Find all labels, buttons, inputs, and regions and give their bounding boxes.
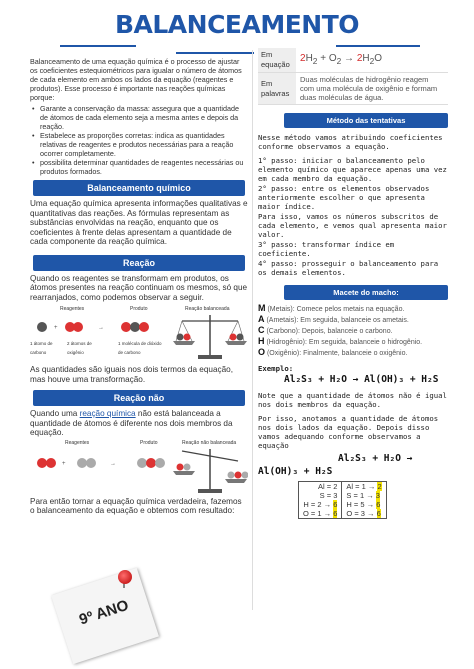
macete-item [258, 337, 448, 347]
count-text: H = 2 [303, 500, 322, 509]
exemplo-label: Exemplo: [258, 364, 294, 373]
bullet-list [30, 104, 248, 176]
equation-table [258, 48, 448, 105]
svg-text:+: + [62, 460, 66, 467]
title-rule-left [60, 45, 136, 47]
count-text: S = 3 [319, 491, 338, 500]
atom-count: O = 1 → 6 [303, 509, 338, 518]
coefficient: 2 [300, 53, 306, 64]
subscript: 2 [336, 56, 342, 66]
section-text-balanceamento: Uma equação química apresenta informações qualitativas e quantitativas das reações. As fórmulas representam as substâncias envolvidas na reação, enquanto que os coeficientes à frente delas apresentam a quantidade de cada componente da reação química. [30, 199, 248, 246]
atom-count [346, 500, 381, 509]
subscript: 2 [312, 56, 318, 66]
macete-letter: M [258, 303, 266, 313]
macete-text: (Metais): Comece pelos metais na equação. [267, 306, 405, 313]
count-text: S = 1 → [346, 491, 376, 500]
exemplo-equation: Al₂S₃ + H₂O → Al(OH)₃ + H₂S [284, 374, 439, 385]
exemplo-equation-2b: Al(OH)₃ + H₂S [258, 466, 333, 477]
subtitle-rule [176, 52, 254, 54]
right-count-cell [342, 482, 386, 519]
metodo-intro: Nesse método vamos atribuindo coeficientes conforme observamos a equação. [258, 133, 443, 151]
macete-item [258, 315, 448, 325]
atom-count [303, 491, 337, 500]
grade-sticker [51, 568, 159, 664]
fig-sublabel: 2 átomos de oxigênio [67, 341, 92, 355]
metodo-step: 4° passo: prosseguir o balanceamento para os demais elementos. [258, 259, 439, 277]
count-text: Al = 2 [318, 482, 338, 491]
metodo-heading: Método das tentativas [284, 113, 448, 128]
section-heading-balanceamento: Balanceamento químico [33, 180, 245, 196]
atom-count [303, 482, 337, 491]
metodo-step: 3° passo: transformar índice em coeficiente. [258, 240, 395, 258]
highlight-number: 6 [333, 509, 338, 518]
unbalanced-illustration [30, 439, 248, 497]
macete-item [258, 348, 448, 358]
macete-text: (Ametais): Em seguida, balanceie os ametais. [266, 317, 409, 324]
reaction-note: As quantidades são iguais nos dois termos da equação, mas houve uma transformação. [30, 365, 234, 384]
arrow: → [341, 53, 357, 64]
reaction-figure [30, 305, 248, 363]
fig-label: Reação balanceada [185, 306, 230, 312]
exemplo-block [258, 364, 448, 478]
title-rule-right [336, 45, 420, 47]
section-heading-reacao-nao: Reação não [33, 390, 245, 406]
macete-letter: H [258, 336, 265, 346]
symbol: + O [317, 53, 337, 64]
macete-item [258, 304, 448, 314]
metodo-body [258, 133, 448, 277]
highlight-number: 6 [376, 500, 381, 509]
fig-sublabel: 1 átomo de carbono [30, 341, 53, 355]
metodo-step: 1° passo: iniciar o balanceamento pelo elemento químico que aparece apenas uma vez em cada membro da equação. [258, 156, 447, 183]
exemplo-after: Por isso, anotamos a quantidade de átomos nos dois lados da equação. Depois disso vamos adequando conforme observamos a equação [258, 414, 439, 450]
section-text-reacao: Quando os reagentes se transformam em produtos, os átomos presentes na reação continuam os mesmos, só que rearranjados, como podemos observar a seguir. [30, 273, 248, 302]
count-text: Al = 1 → [346, 482, 378, 491]
highlight-number: 2 [377, 482, 382, 491]
svg-text:→: → [110, 460, 116, 467]
words-cell: Duas moléculas de hidrogênio reagem com uma molécula de oxigênio e formam duas moléculas de água. [296, 73, 448, 105]
equation-cell [296, 48, 448, 73]
left-count-cell [299, 482, 342, 519]
exemplo-equation-2a: Al₂S₃ + H₂O → [338, 453, 413, 464]
metodo-step: Para isso, vamos os números subscritos de cada elemento, e vemos qual apresenta maior valor. [258, 212, 447, 239]
macete-text: (Oxigênio): Finalmente, balanceie o oxigênio. [266, 350, 408, 357]
count-text: O = 3 → [346, 509, 377, 518]
macete-heading: Macete do macho: [284, 285, 448, 300]
table-head-equacao: Em equação [258, 48, 296, 73]
right-column [258, 48, 448, 519]
macete-list [258, 304, 448, 358]
bullet-item: • Garante a conservação da massa: assegura que a quantidade de átomos de cada elemento seja a mesma antes e depois da reação. [30, 104, 248, 131]
column-divider [252, 50, 253, 610]
fig-label: Reação não balanceada [182, 439, 237, 446]
macete-item [258, 326, 448, 336]
symbol: H [305, 53, 313, 64]
coefficient: 2 [356, 53, 363, 64]
exemplo-note: Note que a quantidade de átomos não é igual nos dois membros da equação. [258, 391, 447, 409]
grade-label: 9º ANO [77, 596, 131, 629]
left-column [30, 57, 248, 517]
macete-letter: O [258, 347, 266, 357]
bullet-item: • possibilita determinar quantidades de reagentes necessárias ou produtos formados. [30, 158, 248, 176]
unbalanced-figure [30, 439, 248, 497]
text-part: não está balanceada a quantidade de átomos é diferente nos dois membros da equação. [30, 409, 233, 437]
bullet-item: • Estabelece as proporções corretas: indica as quantidades relativas de reagentes e produtos necessárias para a reação ocorrer completamente. [30, 131, 248, 158]
macete-letter: A [258, 314, 265, 324]
section-heading-reacao: Reação [33, 255, 245, 271]
section-text-reacao-nao [30, 409, 248, 438]
symbol: H [362, 53, 370, 64]
pushpin-icon [118, 570, 132, 584]
svg-text:+: + [54, 325, 58, 331]
atom-count [346, 482, 381, 491]
metodo-step: 2° passo: entre os elementos observados anteriormente escolher o que apresenta maior índice. [258, 184, 430, 211]
symbol: O [374, 53, 383, 64]
balancing-result-text: Para então tornar a equação química verdadeira, fazemos o balanceamento da equação e obtemos com resultado: [30, 496, 242, 515]
subscript: 2 [369, 56, 375, 66]
atom-count: H = 2 → 6 [303, 500, 338, 509]
macete-letter: C [258, 325, 265, 335]
macete-text: (Hidrogênio): Em seguida, balanceie o hidrogênio. [266, 339, 423, 346]
highlight-number: 6 [333, 500, 338, 509]
highlight-number: 6 [376, 509, 381, 518]
text-part: Quando uma [30, 409, 80, 418]
fig-sublabel: 1 molécula de dióxido de carbono [118, 341, 162, 355]
highlight-number: 3 [375, 491, 380, 500]
fig-label: Reagentes [65, 439, 90, 446]
intro-text: Balanceamento de uma equação química é o processo de ajustar os coeficientes estequiométricos para igualar o número de átomos de cada elemento em ambos os lados da equação (reagentes e produtos). Esse processo é importante nas reações químicas porque: [30, 57, 242, 102]
atom-count [346, 509, 381, 518]
count-text: O = 1 [303, 509, 322, 518]
count-text: H = 5 → [346, 500, 377, 509]
fig-label: Produto [140, 439, 158, 446]
table-head-palavras: Em palavras [258, 73, 296, 105]
page-title: BALANCEAMENTO [114, 10, 360, 39]
fig-label: Produto [130, 306, 148, 312]
macete-text: (Carbono): Depois, balanceie o carbono. [266, 328, 393, 335]
atom-count [346, 491, 381, 500]
fig-label: Reagentes [60, 306, 85, 312]
reacao-quimica-link[interactable]: reação química [79, 409, 136, 418]
svg-text:→: → [98, 325, 104, 331]
atom-count-table [298, 481, 387, 519]
